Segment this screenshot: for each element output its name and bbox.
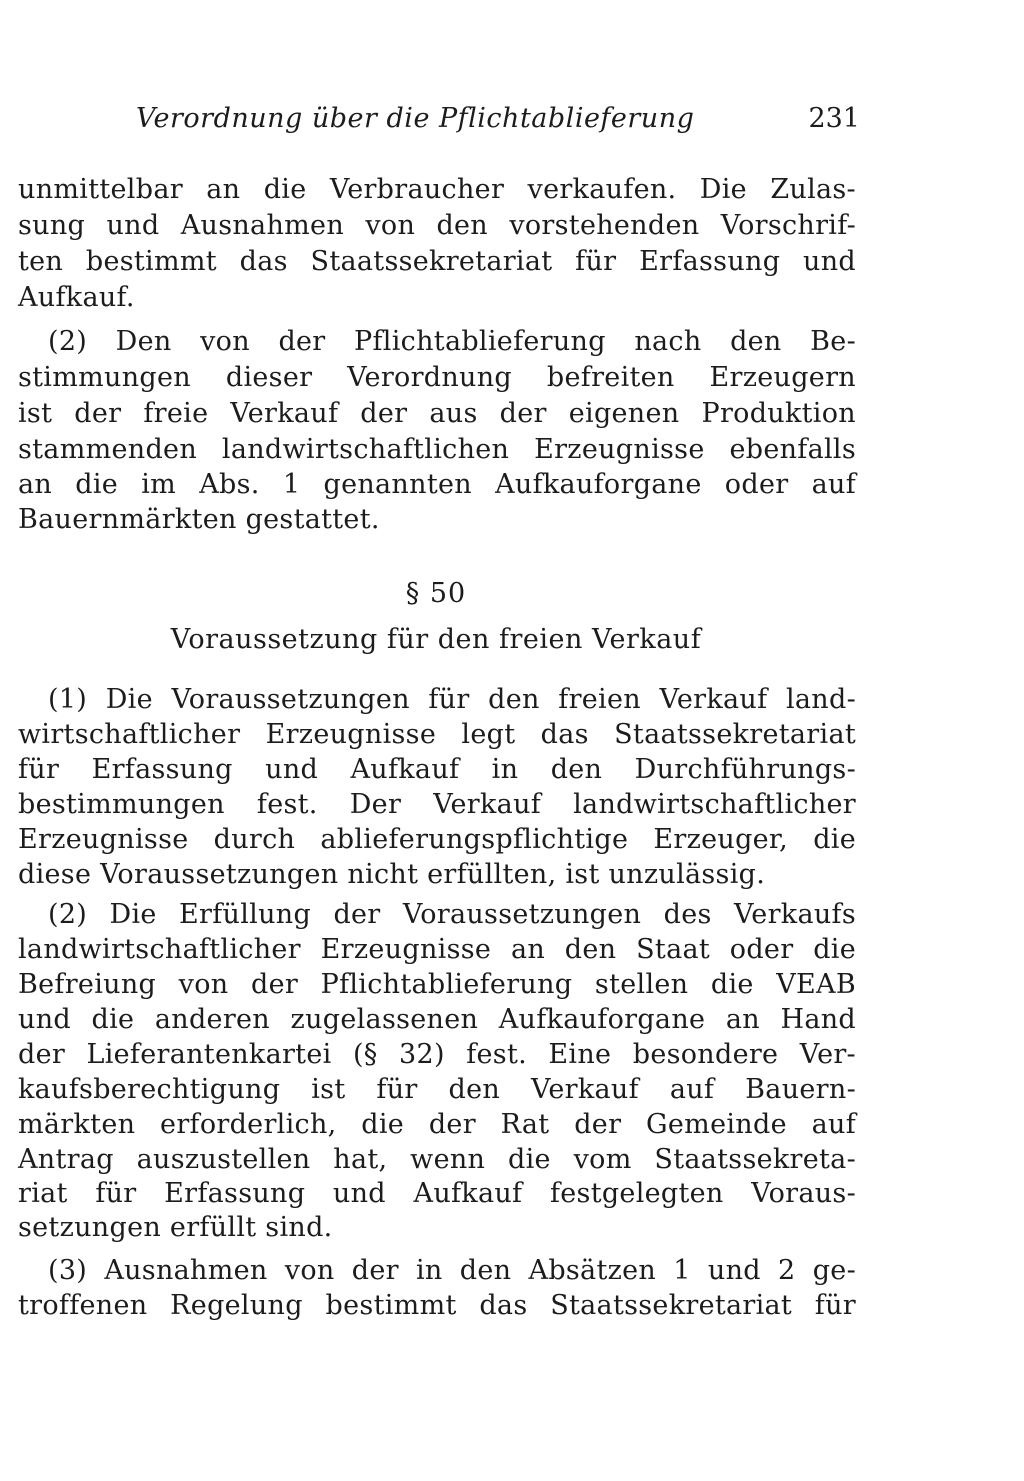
text-line: Bauernmärkten gestattet.: [18, 504, 380, 535]
page-header: [136, 103, 860, 147]
text-line: der Lieferantenkartei (§ 32) fest. Eine besondere Ver-: [18, 1039, 856, 1070]
text-line: (1) Die Voraussetzungen für den freien Verkauf land-: [48, 684, 856, 715]
text-line: unmittelbar an die Verbraucher verkaufen. Die Zulas-: [18, 174, 856, 205]
text-line: setzungen erfüllt sind.: [18, 1212, 333, 1243]
text-line: riat für Erfassung und Aufkauf festgelegten Voraus-: [18, 1178, 856, 1209]
text-line: stimmungen dieser Verordnung befreiten Erzeugern: [18, 362, 856, 393]
page-number: 231: [808, 103, 860, 134]
text-line: für Erfassung und Aufkauf in den Durchführungs-: [18, 754, 856, 785]
section-number: § 50: [405, 578, 467, 609]
text-line: (3) Ausnahmen von der in den Absätzen 1 und 2 ge-: [48, 1255, 856, 1286]
text-line: (2) Die Erfüllung der Voraussetzungen des Verkaufs: [48, 899, 856, 930]
text-line: bestimmungen fest. Der Verkauf landwirtschaftlicher: [18, 789, 856, 820]
text-line: wirtschaftlicher Erzeugnisse legt das Staatssekretariat: [18, 719, 856, 750]
text-line: troffenen Regelung bestimmt das Staatssekretariat für: [18, 1290, 856, 1321]
text-line: landwirtschaftlicher Erzeugnisse an den Staat oder die: [18, 934, 856, 965]
text-line: Befreiung von der Pflichtablieferung stellen die VEAB: [18, 969, 856, 1000]
text-line: märkten erforderlich, die der Rat der Gemeinde auf: [18, 1109, 856, 1140]
text-line: und die anderen zugelassenen Aufkauforgane an Hand: [18, 1004, 856, 1035]
text-line: (2) Den von der Pflichtablieferung nach den Be-: [48, 326, 856, 357]
section-heading: Voraussetzung für den freien Verkauf: [170, 624, 702, 655]
text-line: Antrag auszustellen hat, wenn die vom Staatssekreta-: [18, 1144, 856, 1175]
running-title: Verordnung über die Pflichtablieferung: [136, 103, 695, 134]
text-line: an die im Abs. 1 genannten Aufkauforgane oder auf: [18, 469, 856, 500]
text-line: sung und Ausnahmen von den vorstehenden Vorschrif-: [18, 210, 856, 241]
text-line: diese Voraussetzungen nicht erfüllten, ist unzulässig.: [18, 859, 766, 890]
text-line: ten bestimmt das Staatssekretariat für Erfassung und: [18, 246, 856, 277]
text-line: stammenden landwirtschaftlichen Erzeugnisse ebenfalls: [18, 434, 856, 465]
text-line: kaufsberechtigung ist für den Verkauf auf Bauern-: [18, 1074, 856, 1105]
text-line: ist der freie Verkauf der aus der eigenen Produktion: [18, 398, 856, 429]
text-line: Erzeugnisse durch ablieferungspflichtige Erzeuger, die: [18, 824, 856, 855]
text-line: Aufkauf.: [18, 282, 135, 313]
